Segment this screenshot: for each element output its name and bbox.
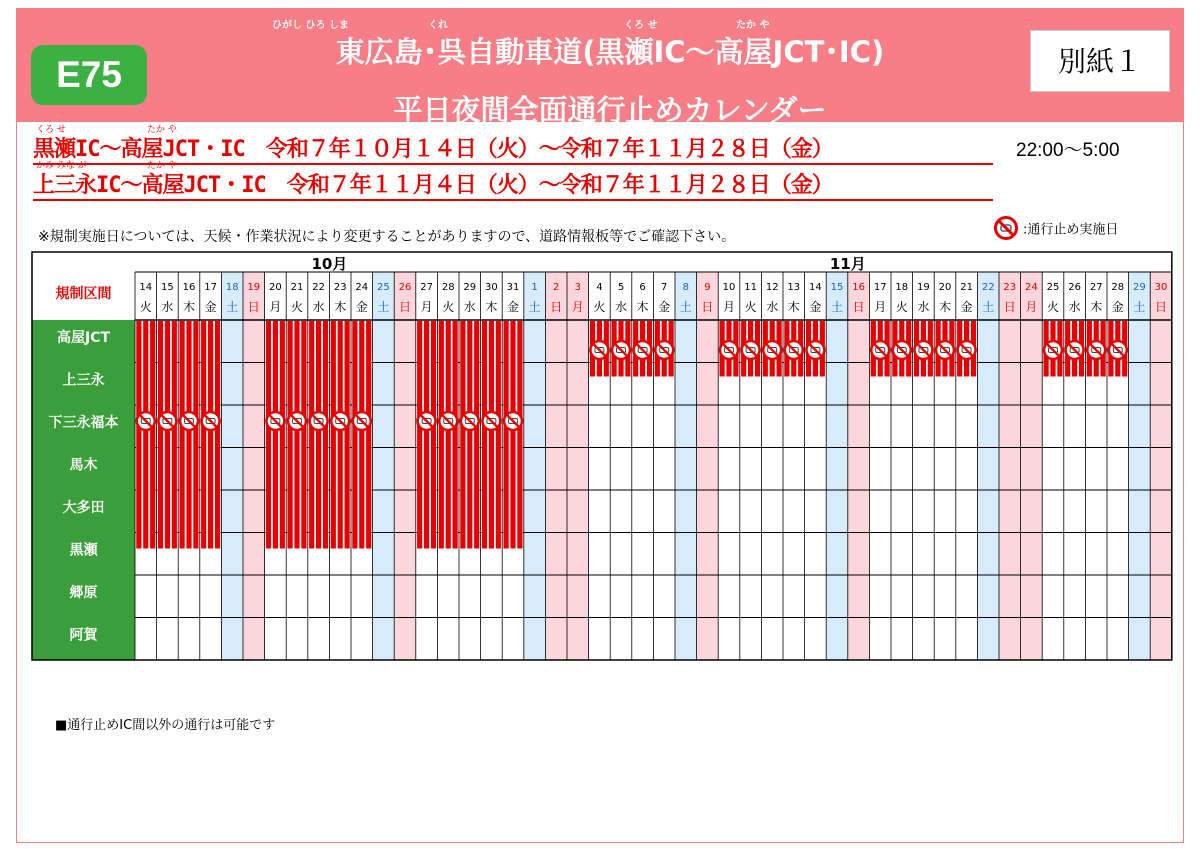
ruby-kaminaga: かみ みな が [36,161,87,171]
day-number: 26 [398,282,412,293]
caution-note: ※規制実施日については、天候・作業状況により変更することがありますので、道路情報板等でご確認下さい。 [38,229,736,245]
closure-stripe [150,321,155,549]
weekday-label: 月 [1025,300,1038,314]
interchange-label: 阿賀 [69,627,98,644]
closure-stripe [446,321,451,549]
closure-stripe [496,321,501,549]
weekday-label: 月 [874,300,887,314]
weekday-label: 土 [226,300,239,314]
day-number: 19 [917,282,930,293]
weekday-label: 水 [463,300,476,314]
closure-stripe [273,321,278,549]
period-line-2: 上三永IC～高屋JCT・IC 令和７年１１月４日（火）～令和７年１１月２８日（金） [33,168,993,201]
day-number: 21 [960,282,973,293]
closure-stripe [179,321,184,549]
weekday-label: 木 [334,300,347,314]
weekday-label: 木 [787,300,800,314]
closure-stripe [345,321,350,549]
day-number: 14 [809,282,822,293]
weekday-label: 土 [377,300,390,314]
ruby-higashihiroshima: ひがし ひろ しま [272,20,349,31]
weekend-column [1021,272,1043,660]
closure-stripe [460,321,465,549]
ruby-kurose-period: くろ せ [36,125,66,135]
day-number: 16 [852,282,865,293]
section-header: 規制区間 [55,286,112,302]
day-number: 10 [722,282,736,293]
weekday-label: 日 [852,300,865,314]
day-number: 9 [704,282,711,293]
day-number: 17 [204,282,217,293]
weekday-label: 金 [658,300,671,314]
weekend-column [826,272,848,660]
day-number: 27 [1089,282,1103,293]
attachment-label: 別紙１ [1030,30,1170,92]
closure-stripe [143,321,148,549]
closure-stripe [136,321,141,549]
closure-stripe [316,321,321,549]
weekday-label: 月 [269,300,282,314]
interchange-label: 郷原 [69,585,98,601]
period-line-1: 黒瀬IC～高屋JCT・IC 令和７年１０月１４日（火）～令和７年１１月２８日（金） [33,132,993,165]
weekday-label: 水 [766,300,779,314]
day-number: 14 [139,282,153,293]
weekday-label: 火 [895,300,908,314]
weekday-label: 水 [917,300,930,314]
weekday-label: 火 [744,300,757,314]
day-number: 25 [1046,282,1060,293]
weekday-label: 日 [1154,300,1168,314]
closure-stripe [417,321,422,549]
closure-stripe [215,321,220,549]
closure-stripe [323,321,328,549]
weekday-label: 金 [1111,300,1124,314]
day-number: 28 [441,282,455,293]
interchange-label: 馬木 [69,457,98,474]
ruby-takaya-period2: たか や [147,161,177,171]
closure-stripe [294,321,299,549]
closure-stripe [352,321,357,549]
closure-stripe [165,321,170,549]
closure-stripe [186,321,191,549]
closure-stripe [172,321,177,549]
weekend-column [1129,272,1151,660]
weekday-label: 土 [830,300,844,314]
closure-stripe [474,321,479,549]
weekday-label: 木 [1090,300,1103,314]
closure-stripe [201,321,206,549]
ruby-takaya: たか や [736,20,770,31]
day-number: 24 [1025,282,1038,293]
day-number: 20 [938,282,952,293]
day-number: 2 [553,282,560,293]
day-number: 24 [355,282,369,293]
ruby-takaya-period1: たか や [147,125,177,135]
closure-stripe [309,321,314,549]
day-number: 13 [787,282,801,293]
day-number: 18 [895,282,909,293]
weekday-label: 火 [139,300,152,314]
weekend-column [1150,272,1172,660]
closure-stripe [301,321,306,549]
weekday-label: 金 [355,300,368,314]
weekday-label: 火 [593,300,606,314]
ruby-kurose: くろ せ [624,20,658,31]
day-number: 1 [531,282,538,293]
weekday-label: 日 [1003,300,1016,314]
closure-stripe [287,321,292,549]
weekday-label: 水 [614,300,628,314]
closure-time: 22:00～5:00 [1016,140,1120,161]
day-number: 18 [225,282,239,293]
day-number: 23 [1003,282,1017,293]
day-number: 26 [1068,282,1081,293]
closure-stripe [266,321,271,549]
weekday-label: 木 [938,300,952,314]
closure-stripe [453,321,458,549]
weekday-label: 金 [506,300,520,314]
closure-stripe [482,321,487,549]
weekday-label: 水 [1068,300,1081,314]
closure-stripe [366,321,371,549]
closure-stripe [439,321,444,549]
month-label: 11月 [829,255,866,273]
weekday-label: 日 [701,300,714,314]
weekend-column [524,272,546,660]
closure-stripe [359,321,364,549]
legend-label: :通行止め実施日 [1023,222,1119,238]
day-number: 25 [377,282,390,293]
route-badge: E75 [31,45,147,105]
weekday-label: 土 [982,300,995,314]
weekend-column [848,272,870,660]
day-number: 15 [830,282,844,293]
weekend-column [243,272,265,660]
day-number: 22 [312,282,325,293]
month-label: 10月 [311,255,348,273]
weekday-label: 木 [485,300,498,314]
weekday-label: 月 [571,300,584,314]
day-number: 30 [1154,282,1168,293]
day-number: 4 [596,282,603,293]
day-number: 21 [290,282,304,293]
weekday-label: 月 [722,300,736,314]
day-number: 15 [161,282,174,293]
weekend-column [373,272,395,660]
closure-stripe [280,321,285,549]
day-number: 7 [661,282,668,293]
page-title: 東広島･呉自動車道(黒瀬IC～高屋JCT･IC) [335,35,885,69]
weekday-label: 火 [290,300,304,314]
day-number: 16 [182,282,196,293]
weekday-label: 水 [312,300,325,314]
weekend-column [977,272,999,660]
closure-stripe [158,321,163,549]
day-number: 6 [639,282,646,293]
day-number: 17 [873,282,887,293]
weekday-label: 土 [1133,300,1146,314]
weekday-label: 火 [442,300,455,314]
footer-note: ■通行止めIC間以外の通行は可能です [55,718,276,733]
day-number: 22 [981,282,995,293]
interchange-label: 高屋JCT [56,330,111,346]
day-number: 12 [765,282,779,293]
weekday-label: 木 [636,300,649,314]
weekday-label: 土 [679,300,692,314]
closure-stripe [517,321,522,549]
day-number: 8 [682,282,689,293]
weekend-column [675,272,697,660]
weekend-column [394,272,416,660]
closure-stripe [208,321,213,549]
weekday-label: 水 [161,300,174,314]
interchange-label: 上三永 [62,372,105,389]
interchange-label: 黒瀬 [69,542,98,559]
day-number: 3 [574,282,581,293]
closure-stripe [503,321,508,549]
day-number: 28 [1111,282,1125,293]
closure-stripe [467,321,472,549]
closure-stripe [510,321,515,549]
closure-stripe [193,321,198,549]
interchange-label: 大多田 [62,500,105,516]
day-number: 11 [744,282,757,293]
closure-stripe [338,321,343,549]
closure-stripe [489,321,494,549]
weekend-column [697,272,719,660]
weekday-label: 日 [550,300,563,314]
day-number: 29 [1133,282,1146,293]
weekday-label: 日 [247,300,260,314]
closure-stripe [431,321,436,549]
weekend-column [221,272,243,660]
weekday-label: 月 [420,300,433,314]
weekday-label: 金 [204,300,217,314]
weekend-column [999,272,1021,660]
day-number: 20 [269,282,282,293]
page-subtitle: 平日夜間全面通行止めカレンダー [393,93,827,127]
closure-stripe [331,321,336,549]
weekday-label: 土 [528,300,541,314]
weekend-column [567,272,589,660]
weekday-label: 金 [960,300,973,314]
weekend-column [545,272,567,660]
day-number: 5 [617,282,625,293]
weekday-label: 火 [1046,300,1060,314]
day-number: 30 [485,282,498,293]
interchange-label: 下三永福本 [48,415,119,431]
weekday-label: 木 [182,300,196,314]
day-number: 23 [333,282,347,293]
weekday-label: 金 [809,300,822,314]
day-number: 29 [463,282,477,293]
day-number: 27 [420,282,433,293]
closure-stripe [424,321,429,549]
day-number: 19 [247,282,261,293]
day-number: 31 [506,282,520,293]
weekday-label: 日 [398,300,412,314]
interchange-column [32,320,135,660]
ruby-kure: くれ [428,20,448,31]
